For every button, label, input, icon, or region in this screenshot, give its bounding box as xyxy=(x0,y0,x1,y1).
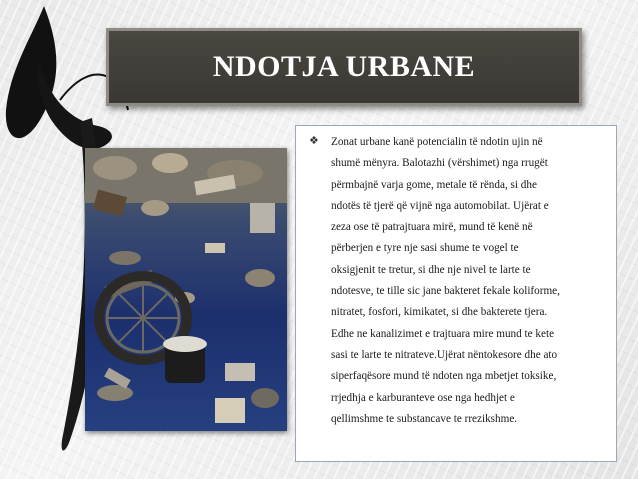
body-line: ndotesve, te tille sic jane bakteret fekale koliforme, xyxy=(331,285,560,298)
body-line: rrjedhja e karburanteve ose nga hedhjet e xyxy=(331,391,515,404)
pollution-photo xyxy=(85,148,287,431)
body-paragraph xyxy=(331,132,615,430)
slide-title: NDOTJA URBANE xyxy=(212,50,476,83)
title-bar xyxy=(106,28,582,106)
body-line: zeza ose të patrajtuara mirë, mund të kenë në xyxy=(331,221,533,234)
text-box xyxy=(295,125,617,462)
body-line: ndotës të tjerë që vijnë nga automobilat. Ujërat e xyxy=(331,199,549,212)
body-line: nitratet, fosfori, kimikatet, si dhe bakterete tjera. xyxy=(331,306,548,319)
body-line: oksigjenit te tretur, si dhe nje nivel te larte te xyxy=(331,263,531,276)
body-line: Zonat urbane kanë potencialin të ndotin ujin në xyxy=(331,136,543,148)
body-line: sasi te larte te nitrateve.Ujërat nëntokesore dhe ato xyxy=(331,348,558,361)
body-line: përberjen e tyre nje sasi shume te vogel te xyxy=(331,242,519,255)
body-line: Edhe ne kanalizimet e trajtuara mire mund te kete xyxy=(331,327,555,340)
body-line: qellimshme te substancave te rrezikshme. xyxy=(331,412,518,425)
body-line: përmbajnë varja gome, metale të rënda, si dhe xyxy=(331,178,537,191)
diamond-bullet-icon: ❖ xyxy=(309,134,319,147)
body-line: siperfaqësore mund të ndoten nga mbetjet toksike, xyxy=(331,370,557,383)
polluted-water-image xyxy=(85,148,287,431)
body-line: shumë mënyra. Balotazhi (vërshimet) nga rrugët xyxy=(331,157,548,170)
